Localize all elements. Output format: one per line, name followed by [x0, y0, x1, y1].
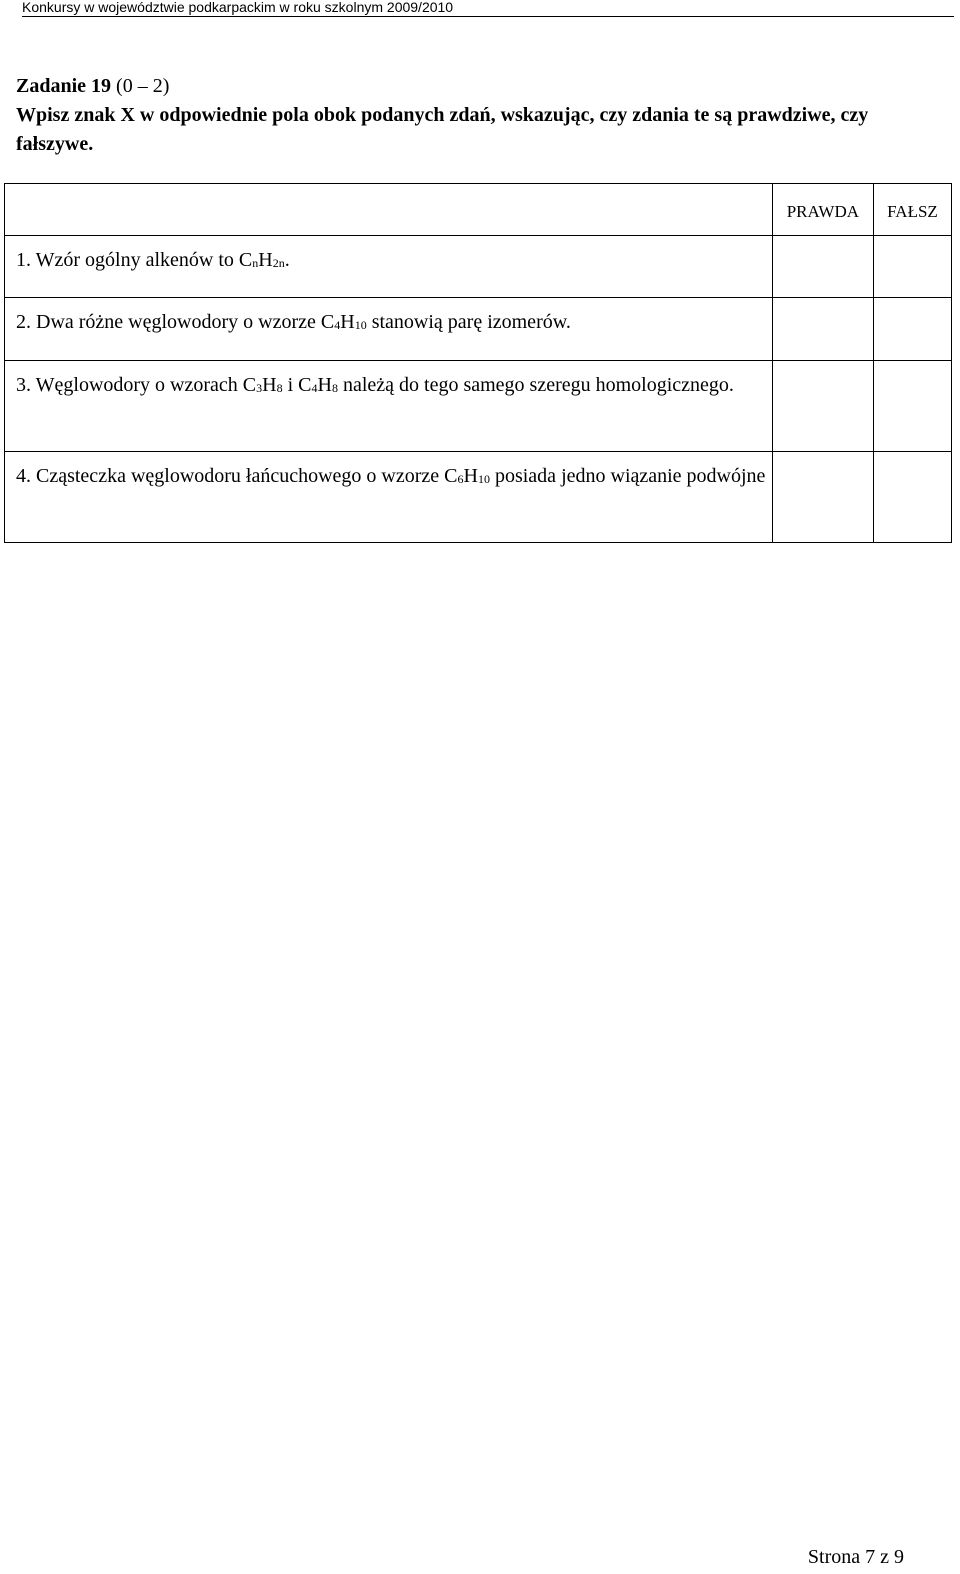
table-row	[5, 452, 952, 543]
subscript: 6	[457, 472, 464, 486]
subscript: 8	[331, 381, 338, 395]
answer-cell-true-1[interactable]	[772, 236, 873, 298]
statement-text: .	[284, 249, 290, 271]
answer-cell-false-4[interactable]	[873, 452, 951, 543]
statement-number: 4.	[16, 465, 31, 487]
subscript: 4	[311, 381, 318, 395]
statement-text: H	[262, 374, 277, 396]
task-title: Zadanie 19	[16, 75, 112, 97]
statement-text: H	[340, 311, 355, 333]
subscript: 4	[334, 318, 341, 332]
task-heading	[16, 72, 946, 159]
statement-text: H	[258, 249, 273, 271]
answer-cell-true-4[interactable]	[772, 452, 873, 543]
statement-text: Wzór ogólny alkenów to C	[35, 249, 253, 271]
task-points: (0 – 2)	[116, 75, 170, 97]
subscript: 10	[477, 472, 490, 486]
statement-number: 3.	[16, 374, 31, 396]
statement-text: H	[317, 374, 332, 396]
table-row	[5, 361, 952, 452]
statement-text: i C	[282, 374, 312, 396]
running-header: Konkursy w województwie podkarpackim w roku szkolnym 2009/2010	[22, 0, 954, 17]
answer-cell-false-1[interactable]	[873, 236, 951, 298]
statement-4	[5, 452, 773, 543]
statement-number: 2.	[16, 311, 31, 333]
answer-cell-false-2[interactable]	[873, 298, 951, 361]
statement-text: posiada jedno wiązanie podwójne	[489, 465, 766, 487]
column-header-false: FAŁSZ	[873, 184, 951, 236]
table-header-row	[5, 184, 952, 236]
statement-text: stanowią parę izomerów.	[366, 311, 571, 333]
statement-2	[5, 298, 773, 361]
subscript: 8	[276, 381, 283, 395]
statement-1	[5, 236, 773, 298]
table-row	[5, 298, 952, 361]
subscript: 10	[354, 318, 367, 332]
statement-number: 1.	[16, 249, 31, 271]
answer-cell-true-3[interactable]	[772, 361, 873, 452]
answer-cell-false-3[interactable]	[873, 361, 951, 452]
statement-text: Dwa różne węglowodory o wzorze C	[36, 311, 335, 333]
subscript: n	[252, 256, 259, 270]
statement-text: Węglowodory o wzorach C	[35, 374, 257, 396]
subscript: 2n	[272, 256, 285, 270]
statement-text: należą do tego samego szeregu homologicznego.	[337, 374, 734, 396]
table-row	[5, 236, 952, 298]
statement-text: Cząsteczka węglowodoru łańcuchowego o wzorze C	[36, 465, 458, 487]
task-instruction: Wpisz znak X w odpowiednie pola obok podanych zdań, wskazując, czy zdania te są prawdziwe, czy fałszywe.	[16, 104, 869, 155]
page-number: Strona 7 z 9	[807, 1546, 904, 1568]
statement-text: H	[463, 465, 478, 487]
header-empty-cell	[5, 184, 773, 236]
statement-3	[5, 361, 773, 452]
subscript: 3	[256, 381, 263, 395]
column-header-true: PRAWDA	[772, 184, 873, 236]
true-false-table	[4, 183, 952, 543]
answer-cell-true-2[interactable]	[772, 298, 873, 361]
